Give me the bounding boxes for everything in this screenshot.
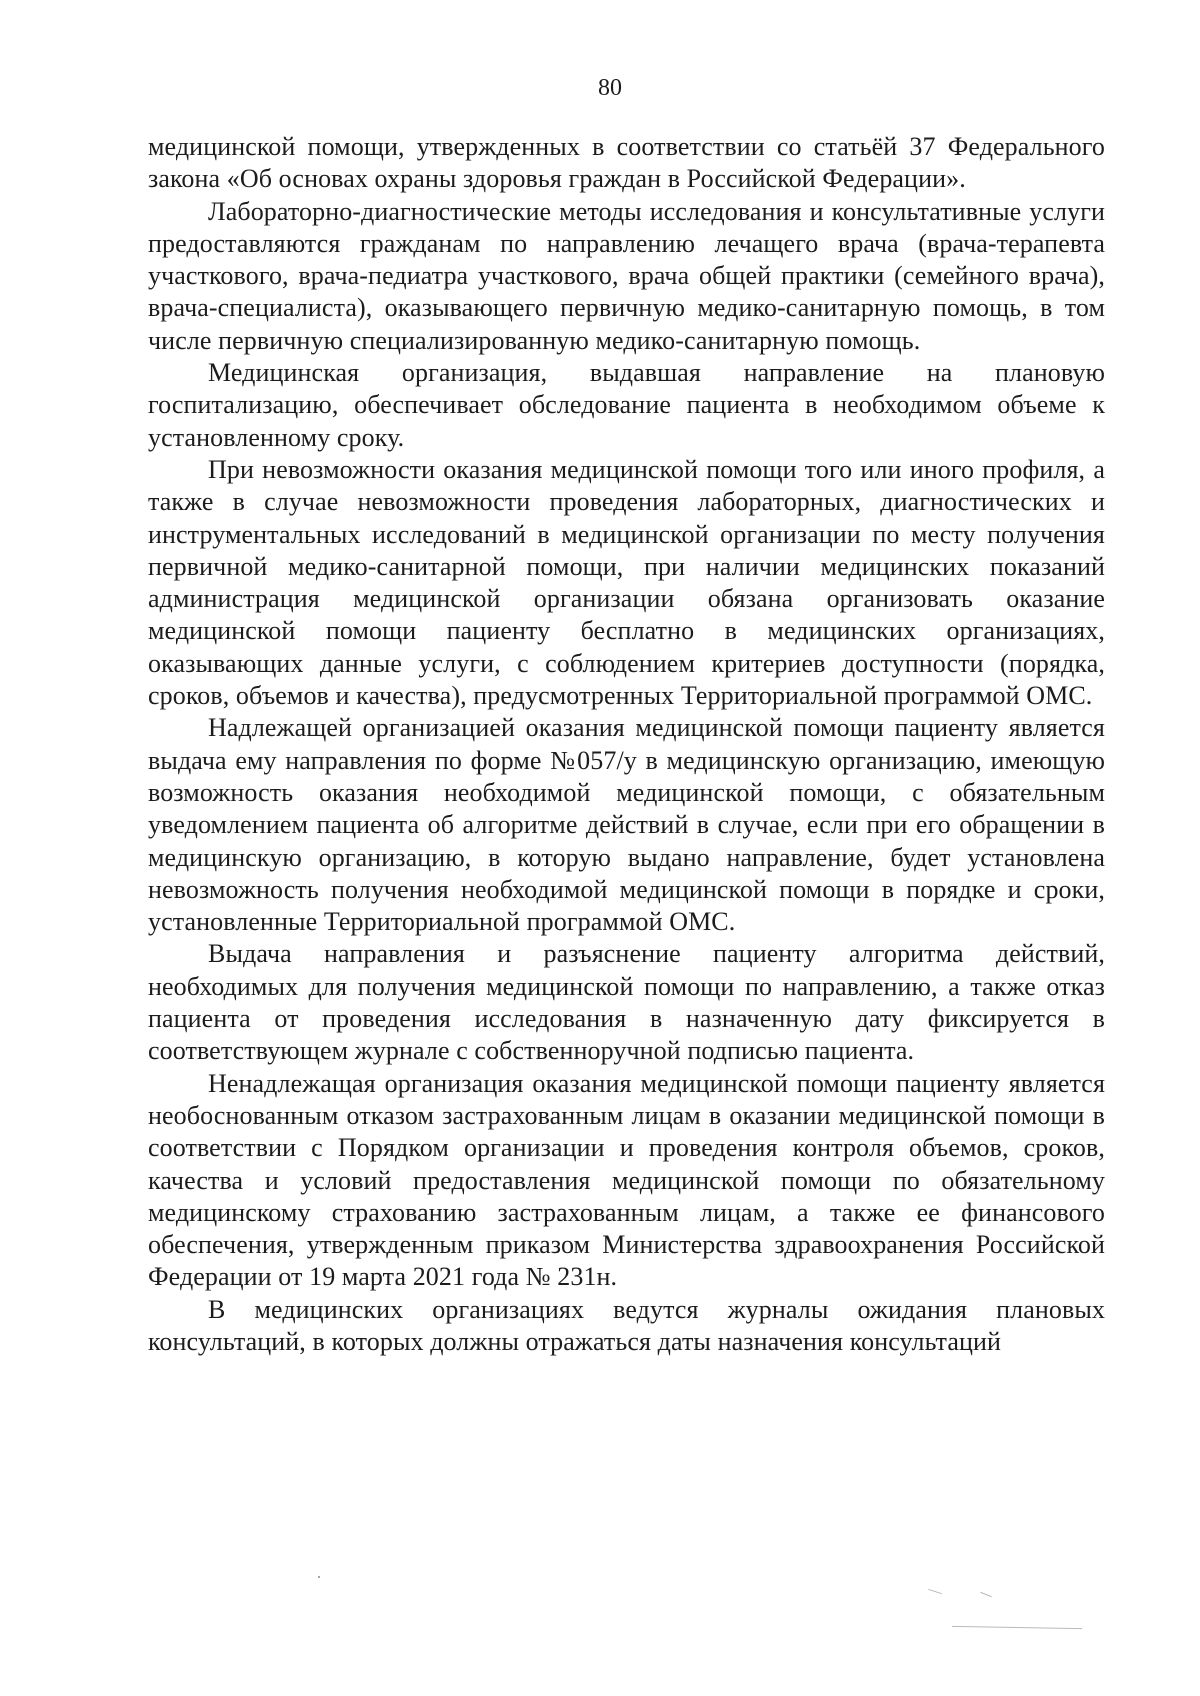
page-number: 80 xyxy=(598,75,622,101)
paragraph-impossibility-of-care: При невозможности оказания медицинской помощи того или иного профиля, а также в случае невозможности проведения лабораторных, диагностических и инструментальных исследований в медицинской организации по месту получения первичной медико-санитарной помощи, при наличии медицинских показаний администрация медицинской организации обязана организовать оказание медицинской помощи пациенту бесплатно в медицинских организациях, оказывающих данные услуги, с соблюдением критериев доступности (порядка, сроков, объемов и качества), предусмотренных Территориальной программой ОМС. xyxy=(148,454,1105,711)
scan-smudge xyxy=(928,1589,942,1594)
scan-speck xyxy=(318,1576,320,1578)
paragraph-referral-issuance: Выдача направления и разъяснение пациенту алгоритма действий, необходимых для получения медицинской помощи по направлению, а также отказ пациента от проведения исследования в назначенную дату фиксируется в соответствующем журнале с собственноручной подписью пациента. xyxy=(148,939,1105,1066)
scan-smudge xyxy=(980,1592,992,1597)
paragraph-hospitalization: Медицинская организация, выдавшая направление на плановую госпитализацию, обеспечивает обследование пациента в необходимом объеме к установленному сроку. xyxy=(148,358,1105,452)
document-body xyxy=(148,131,1105,1358)
paragraph-improper-organization: Ненадлежащая организация оказания медицинской помощи пациенту является необоснованным отказом застрахованным лицам в оказании медицинской помощи в соответствии с Порядком организации и проведения контроля объемов, сроков, качества и условий предоставления медицинской помощи по обязательному медицинскому страхованию застрахованным лицам, а также ее финансового обеспечения, утвержденным приказом Министерства здравоохранения Российской Федерации от 19 марта 2021 года № 231н. xyxy=(148,1068,1105,1292)
paragraph-lab-diagnostics: Лабораторно-диагностические методы исследования и консультативные услуги предоставляются гражданам по направлению лечащего врача (врача-терапевта участкового, врача-педиатра участкового, врача общей практики (семейного врача), врача-специалиста), оказывающего первичную медико-санитарную помощь, в том числе первичную специализированную медико-санитарную помощь. xyxy=(148,196,1105,355)
paragraph-proper-organization: Надлежащей организацией оказания медицинской помощи пациенту является выдача ему направления по форме №057/у в медицинскую организацию, имеющую возможность оказания необходимой медицинской помощи, с обязательным уведомлением пациента об алгоритме действий в случае, если при его обращении в медицинскую организацию, в которую выдано направление, будет установлена невозможность получения необходимой медицинской помощи в порядке и сроки, установленные Территориальной программой ОМС. xyxy=(148,713,1105,937)
paragraph-waiting-journals: В медицинских организациях ведутся журналы ожидания плановых консультаций, в которых должны отражаться даты назначения консультаций xyxy=(148,1294,1105,1356)
paragraph-continuation: медицинской помощи, утвержденных в соответствии со статьёй 37 Федерального закона «Об основах охраны здоровья граждан в Российской Федерации». xyxy=(148,132,1105,194)
scan-smudge xyxy=(952,1626,1082,1629)
